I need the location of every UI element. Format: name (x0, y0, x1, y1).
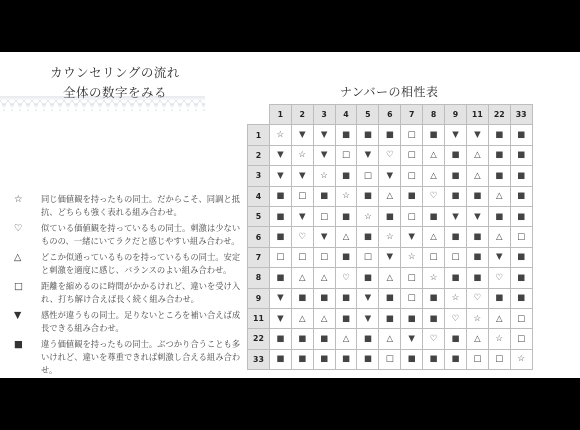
table-cell: ♡ (379, 145, 401, 165)
table-cell: ♡ (445, 308, 467, 328)
table-cell: ■ (313, 349, 335, 369)
table-cell: △ (488, 186, 510, 206)
table-cell: □ (423, 247, 445, 267)
table-cell: ■ (269, 206, 291, 226)
column-header: 5 (357, 105, 379, 125)
table-cell: □ (357, 166, 379, 186)
table-cell: △ (335, 227, 357, 247)
column-header: 4 (335, 105, 357, 125)
table-cell: □ (313, 247, 335, 267)
table-cell: □ (401, 268, 423, 288)
table-cell: ■ (488, 166, 510, 186)
legend (14, 193, 242, 378)
square-filled-icon: ■ (14, 339, 23, 350)
table-cell: ☆ (466, 308, 488, 328)
table-cell: △ (379, 329, 401, 349)
table-cell: ▼ (357, 145, 379, 165)
legend-text: 距離を縮めるのに時間がかかるけれど、違いを受け入れ、打ち解け合えば長く続く組み合わせ。 (41, 281, 241, 305)
table-cell: □ (510, 308, 532, 328)
table-cell: ■ (357, 268, 379, 288)
table-cell: ■ (269, 349, 291, 369)
table-cell: ■ (357, 349, 379, 369)
table-cell: △ (466, 329, 488, 349)
table-cell: ■ (335, 125, 357, 145)
table-cell: ♡ (291, 227, 313, 247)
table-cell: ▼ (269, 166, 291, 186)
table-cell: ▼ (379, 247, 401, 267)
table-cell: ■ (401, 349, 423, 369)
table-row (248, 145, 533, 165)
table-cell: ☆ (379, 227, 401, 247)
row-header: 7 (248, 247, 270, 267)
table-cell: □ (488, 349, 510, 369)
table-cell: △ (423, 227, 445, 247)
column-header: 7 (401, 105, 423, 125)
square-outline-icon: □ (14, 281, 23, 292)
table-cell: ▼ (357, 308, 379, 328)
column-header: 33 (510, 105, 532, 125)
table-cell: ▼ (466, 206, 488, 226)
table-cell: ■ (357, 125, 379, 145)
legend-item (14, 280, 242, 306)
table-cell: ■ (423, 308, 445, 328)
table-cell: ■ (379, 206, 401, 226)
table-cell: ■ (466, 186, 488, 206)
legend-text: 似ている価値観を持っているもの同士。刺激は少ないものの、一緒にいてラクだと感じやすい組み合わせ。 (41, 223, 241, 247)
table-cell: ▼ (291, 125, 313, 145)
table-cell: ■ (291, 329, 313, 349)
table-cell: △ (423, 166, 445, 186)
table-cell: △ (466, 145, 488, 165)
legend-text: 感性が違うもの同士。足りないところを補い合えば成長できる組み合わせ。 (41, 310, 241, 334)
table-cell: △ (423, 145, 445, 165)
table-cell: ■ (510, 206, 532, 226)
table-cell: △ (291, 308, 313, 328)
table-cell: ▼ (313, 125, 335, 145)
column-header: 9 (445, 105, 467, 125)
table-row (248, 186, 533, 206)
table-cell: ☆ (313, 166, 335, 186)
legend-text: どこか似通っているものを持っているもの同士。安定と刺激を適度に感じ、バランスのよい組み合わせ。 (41, 252, 241, 276)
table-cell: ■ (445, 329, 467, 349)
table-cell: ♡ (488, 268, 510, 288)
table-cell: ☆ (291, 145, 313, 165)
table-cell: ■ (401, 186, 423, 206)
table-cell: □ (379, 349, 401, 369)
table-cell: ■ (423, 288, 445, 308)
table-cell: ▼ (269, 308, 291, 328)
table-cell: ☆ (423, 268, 445, 288)
table-cell: ▼ (269, 288, 291, 308)
table-cell: □ (401, 166, 423, 186)
table-cell: ■ (335, 308, 357, 328)
table-cell: ■ (510, 186, 532, 206)
table-cell: △ (379, 186, 401, 206)
table-cell: ■ (488, 288, 510, 308)
table-cell: ■ (313, 186, 335, 206)
table-cell: ■ (445, 166, 467, 186)
legend-text: 同じ価値観を持ったもの同士。だからこそ、同調と抵抗、どちらも強く表れる組み合わせ。 (41, 194, 240, 218)
table-cell: △ (488, 227, 510, 247)
table-cell: ■ (379, 125, 401, 145)
table-cell: ■ (291, 288, 313, 308)
legend-item (14, 309, 242, 335)
table-cell: ■ (466, 227, 488, 247)
table-cell: ▼ (313, 145, 335, 165)
table-cell: □ (269, 247, 291, 267)
row-header: 9 (248, 288, 270, 308)
table-cell: ■ (445, 145, 467, 165)
table-cell: ■ (379, 308, 401, 328)
row-header: 2 (248, 145, 270, 165)
table-cell: ■ (510, 268, 532, 288)
table-cell: □ (510, 227, 532, 247)
column-header: 2 (291, 105, 313, 125)
table-cell: □ (401, 206, 423, 226)
table-corner (248, 105, 270, 125)
table-cell: ■ (423, 349, 445, 369)
row-header: 11 (248, 308, 270, 328)
star-outline-icon: ☆ (14, 194, 23, 205)
row-header: 3 (248, 166, 270, 186)
table-cell: ■ (510, 125, 532, 145)
table-cell: △ (379, 268, 401, 288)
table-cell: ■ (313, 288, 335, 308)
table-cell: △ (291, 268, 313, 288)
column-header: 3 (313, 105, 335, 125)
table-cell: ■ (445, 349, 467, 369)
table-row (248, 227, 533, 247)
table-cell: ▼ (445, 206, 467, 226)
table-cell: ☆ (510, 349, 532, 369)
table-cell: □ (510, 329, 532, 349)
table-row (248, 206, 533, 226)
table-row (248, 349, 533, 369)
table-cell: ▼ (466, 125, 488, 145)
row-header: 4 (248, 186, 270, 206)
table-cell: □ (357, 247, 379, 267)
table-cell: ■ (269, 186, 291, 206)
row-header: 5 (248, 206, 270, 226)
table-cell: ▼ (313, 227, 335, 247)
legend-item (14, 193, 242, 219)
slide (0, 52, 580, 378)
table-cell: ☆ (401, 247, 423, 267)
table-cell: ■ (269, 268, 291, 288)
table-cell: ■ (313, 329, 335, 349)
table-cell: ■ (510, 288, 532, 308)
table-cell: ■ (335, 166, 357, 186)
table-cell: ☆ (488, 329, 510, 349)
table-cell: ■ (510, 145, 532, 165)
table-cell: ■ (466, 268, 488, 288)
table-cell: ■ (357, 329, 379, 349)
table-cell: △ (313, 268, 335, 288)
table-cell: ▼ (357, 288, 379, 308)
column-header: 22 (488, 105, 510, 125)
table-cell: ☆ (269, 125, 291, 145)
table-cell: ■ (488, 125, 510, 145)
row-header: 22 (248, 329, 270, 349)
table-row (248, 125, 533, 145)
table-cell: ▼ (291, 206, 313, 226)
table-cell: ■ (269, 329, 291, 349)
table-cell: ■ (423, 125, 445, 145)
table-cell: □ (401, 145, 423, 165)
title-line-2: 全体の数字をみる (62, 85, 167, 100)
table-cell: ■ (488, 145, 510, 165)
table-cell: □ (313, 206, 335, 226)
table-cell: ♡ (423, 186, 445, 206)
table-title: ナンバーの相性表 (340, 85, 439, 99)
compatibility-table (247, 104, 533, 370)
table-cell: ☆ (357, 206, 379, 226)
table-cell: ♡ (466, 288, 488, 308)
table-cell: ▼ (401, 329, 423, 349)
table-cell: ■ (423, 206, 445, 226)
legend-text: 違う価値観を持ったもの同士。ぶつかり合うことも多いけれど、違いを尊重できれば刺激し合える組み合わせ。 (41, 339, 241, 376)
table-row (248, 308, 533, 328)
table-cell: ■ (357, 227, 379, 247)
table-row (248, 329, 533, 349)
table-cell: △ (488, 308, 510, 328)
table-cell: ■ (269, 227, 291, 247)
table-cell: ■ (335, 206, 357, 226)
table-cell: ■ (401, 308, 423, 328)
table-cell: □ (401, 125, 423, 145)
table-cell: ■ (510, 166, 532, 186)
row-header: 8 (248, 268, 270, 288)
column-header: 8 (423, 105, 445, 125)
table-cell: □ (335, 145, 357, 165)
table-cell: ▼ (488, 247, 510, 267)
table-cell: ■ (445, 186, 467, 206)
triangle-outline-icon: △ (14, 252, 22, 263)
table-cell: ▼ (401, 227, 423, 247)
table-cell: ■ (488, 206, 510, 226)
legend-item (14, 222, 242, 248)
table-row (248, 166, 533, 186)
table-row (248, 268, 533, 288)
table-cell: □ (291, 247, 313, 267)
table-cell: ▼ (291, 166, 313, 186)
legend-item (14, 338, 242, 378)
legend-item (14, 251, 242, 277)
table-cell: ■ (335, 247, 357, 267)
heart-outline-icon: ♡ (14, 223, 23, 234)
table-cell: □ (445, 247, 467, 267)
table-cell: △ (313, 308, 335, 328)
column-header: 1 (269, 105, 291, 125)
table-cell: ☆ (335, 186, 357, 206)
table-cell: △ (335, 329, 357, 349)
table-row (248, 288, 533, 308)
lace-ornament (0, 96, 205, 114)
table-cell: □ (466, 349, 488, 369)
title-line-1: カウンセリングの流れ (50, 65, 180, 80)
table-cell: ☆ (445, 288, 467, 308)
row-header: 1 (248, 125, 270, 145)
table-cell: ■ (335, 349, 357, 369)
column-header: 6 (379, 105, 401, 125)
table-cell: ▼ (379, 166, 401, 186)
table-cell: ▼ (445, 125, 467, 145)
table-cell: □ (401, 288, 423, 308)
table-cell: △ (466, 166, 488, 186)
table-row (248, 247, 533, 267)
table-cell: ■ (335, 288, 357, 308)
row-header: 33 (248, 349, 270, 369)
table-cell: ■ (445, 227, 467, 247)
column-header: 11 (466, 105, 488, 125)
table-cell: ■ (291, 349, 313, 369)
table-cell: □ (291, 186, 313, 206)
table-cell: ♡ (423, 329, 445, 349)
table-cell: ▼ (269, 145, 291, 165)
table-cell: ■ (445, 268, 467, 288)
table-cell: ■ (510, 247, 532, 267)
table-cell: ■ (379, 288, 401, 308)
triangle-down-filled-icon: ▼ (14, 310, 22, 321)
table-cell: ■ (466, 247, 488, 267)
row-header: 6 (248, 227, 270, 247)
table-cell: ♡ (335, 268, 357, 288)
table-cell: ■ (357, 186, 379, 206)
